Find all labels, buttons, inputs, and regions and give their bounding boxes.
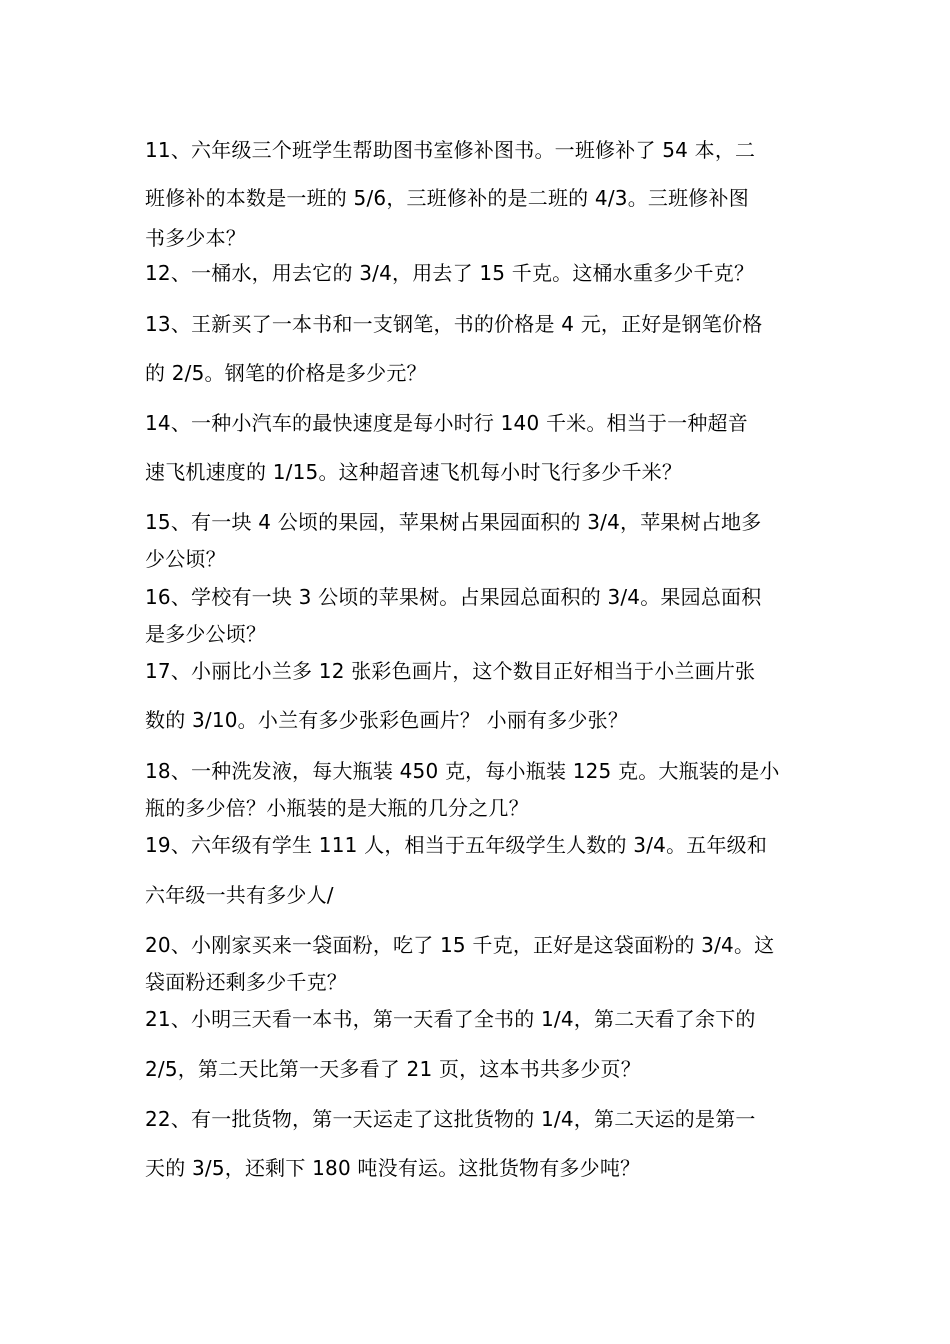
text-line: 天的 3/5，还剩下 180 吨没有运。这批货物有多少吨？ xyxy=(145,1156,641,1180)
text-line: 书多少本？ xyxy=(145,226,246,250)
text-line: 的 2/5。钢笔的价格是多少元？ xyxy=(145,361,427,385)
text-line: 瓶的多少倍？小瓶装的是大瓶的几分之几？ xyxy=(145,796,529,820)
text-line: 17、小丽比小兰多 12 张彩色画片，这个数目正好相当于小兰画片张 xyxy=(145,659,756,683)
text-line: 速飞机速度的 1/15。这种超音速飞机每小时飞行多少千米？ xyxy=(145,460,683,484)
text-line: 13、王新买了一本书和一支钢笔，书的价格是 4 元，正好是钢笔价格 xyxy=(145,312,763,336)
text-line: 19、六年级有学生 111 人，相当于五年级学生人数的 3/4。五年级和 xyxy=(145,833,768,857)
text-line: 是多少公顷？ xyxy=(145,622,267,646)
text-line: 15、有一块 4 公顷的果园，苹果树占果园面积的 3/4，苹果树占地多 xyxy=(145,510,762,534)
text-line: 袋面粉还剩多少千克？ xyxy=(145,970,347,994)
text-line: 12、一桶水，用去它的 3/4，用去了 15 千克。这桶水重多少千克？ xyxy=(145,261,755,285)
text-line: 数的 3/10。小兰有多少张彩色画片？ 小丽有多少张？ xyxy=(145,708,629,732)
text-line: 少公顷？ xyxy=(145,547,226,571)
text-line: 14、一种小汽车的最快速度是每小时行 140 千米。相当于一种超音 xyxy=(145,411,748,435)
text-line: 20、小刚家买来一袋面粉，吃了 15 千克，正好是这袋面粉的 3/4。这 xyxy=(145,933,775,957)
text-line: 21、小明三天看一本书，第一天看了全书的 1/4，第二天看了余下的 xyxy=(145,1007,756,1031)
text-line: 18、一种洗发液，每大瓶装 450 克，每小瓶装 125 克。大瓶装的是小 xyxy=(145,759,780,783)
text-line: 16、学校有一块 3 公顷的苹果树。占果园总面积的 3/4。果园总面积 xyxy=(145,585,762,609)
text-line: 六年级一共有多少人/ xyxy=(145,883,334,907)
text-line: 2/5，第二天比第一天多看了 21 页，这本书共多少页？ xyxy=(145,1057,641,1081)
text-line: 11、六年级三个班学生帮助图书室修补图书。一班修补了 54 本，二 xyxy=(145,138,756,162)
text-line: 班修补的本数是一班的 5/6，三班修补的是二班的 4/3。三班修补图 xyxy=(145,186,749,210)
text-line: 22、有一批货物，第一天运走了这批货物的 1/4，第二天运的是第一 xyxy=(145,1107,756,1131)
